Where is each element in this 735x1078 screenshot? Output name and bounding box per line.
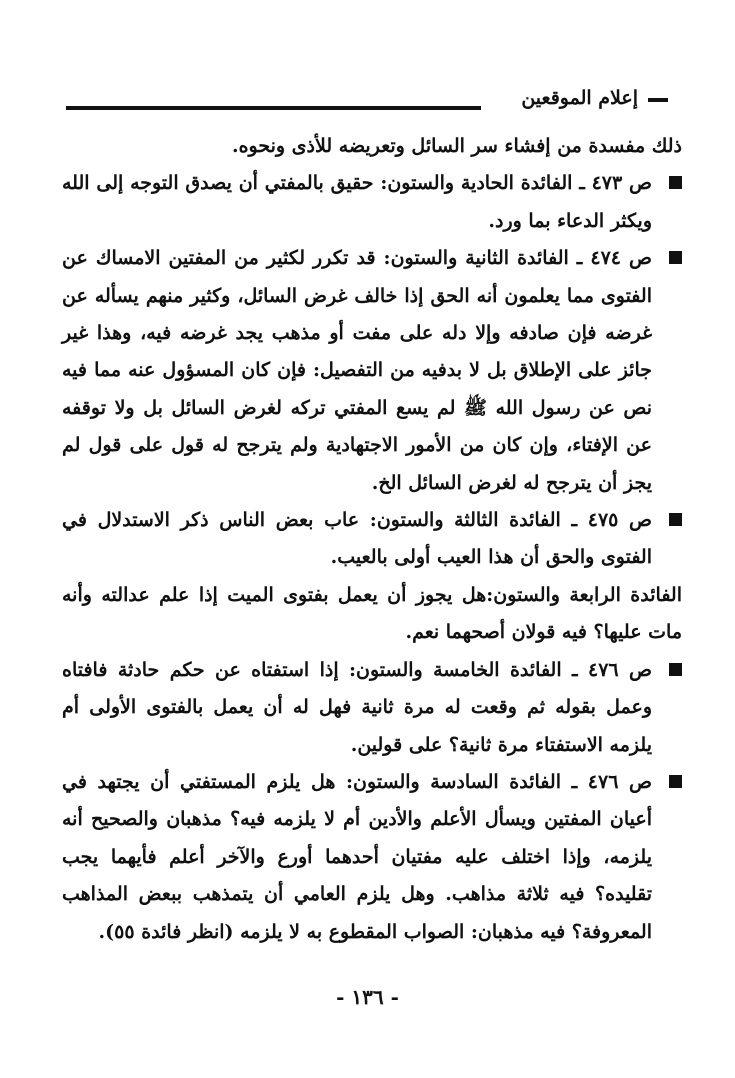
paragraph-fact-66 xyxy=(62,764,682,951)
paragraph-continuation: ذلك مفسدة من إفشاء سر السائل وتعريضه للأذى ونحوه. xyxy=(231,135,682,157)
paragraph-text: ص ٤٧٥ ـ الفائدة الثالثة والستون: عاب بعض الناس ذكر الاستدلال في الفتوى والحق أن هذا العيب أولى بالعيب. xyxy=(62,509,652,569)
paragraph-fact-63 xyxy=(62,502,682,577)
paragraph-fact-65 xyxy=(62,652,682,764)
square-bullet-icon xyxy=(669,775,682,788)
square-bullet-icon xyxy=(669,513,682,526)
paragraph-text: ص ٤٧٦ ـ الفائدة الخامسة والستون: إذا استفتاه عن حكم حادثة فافتاه وعمل بقوله ثم وقعت له مرة ثانية فهل له أن يعمل بالفتوى الأولى أم يلزمه الاستفتاء مرة ثانية؟ على قولين. xyxy=(62,658,653,756)
header-rule xyxy=(66,106,481,110)
paragraph-fact-62 xyxy=(62,240,682,502)
page-number: - ١٣٦ - xyxy=(336,985,399,1009)
page-body xyxy=(62,128,682,951)
square-bullet-icon xyxy=(669,663,682,676)
square-bullet-icon xyxy=(669,251,682,264)
header-dash xyxy=(648,98,668,102)
paragraph-text: ص ٤٧٣ ـ الفائدة الحادية والستون: حقيق بالمفتي أن يصدق التوجه إلى الله ويكثر الدعاء بما ورد. xyxy=(62,172,652,232)
square-bullet-icon xyxy=(669,176,682,189)
book-title: إعلام الموقعين xyxy=(521,87,638,109)
paragraph-text: ص ٤٧٤ ـ الفائدة الثانية والستون: قد تكرر لكثير من المفتين الامساك عن الفتوى مما يعلمون أنه الحق إذا خالف غرض السائل، وكثير منهم يسأله عن غرضه فإن صادفه وإلا دله على مفت أو مذهب يجد غرضه فيه، وهذا غير جائز على الإطلاق بل لا بدفيه من التفصيل: فإن كان المسؤول عنه مما فيه نص عن رسول الله ﷺ لم يسع المفتي تركه لغرض السائل بل ولا توقفه عن الإفتاء، وإن كان من الأمور الاجتهادية ولم يترجح له قول على قول لم يجز أن يترجح له لغرض السائل الخ. xyxy=(62,247,652,494)
paragraph-fact-64: الفائدة الرابعة والستون:هل يجوز أن يعمل بفتوى الميت إذا علم عدالته وأنه مات عليها؟ فيه قولان أصحهما نعم. xyxy=(62,583,682,644)
paragraph-text: ص ٤٧٦ ـ الفائدة السادسة والستون: هل يلزم المستفتي أن يجتهد في أعيان المفتين ويسأل الأعلم والأدين أم لا يلزمه فيه؟ مذهبان والصحيح أنه يلزمه، وإذا اختلف عليه مفتيان أحدهما أورع والآخر أعلم فأيهما يجب تقليده؟ فيه ثلاثة مذاهب. وهل يلزم العامي أن يتمذهب ببعض المذاهب المعروفة؟ فيه مذهبان: الصواب المقطوع به لا يلزمه (انظر فائدة ٥٥). xyxy=(62,770,652,943)
running-header xyxy=(66,84,668,114)
paragraph-fact-61 xyxy=(62,165,682,240)
